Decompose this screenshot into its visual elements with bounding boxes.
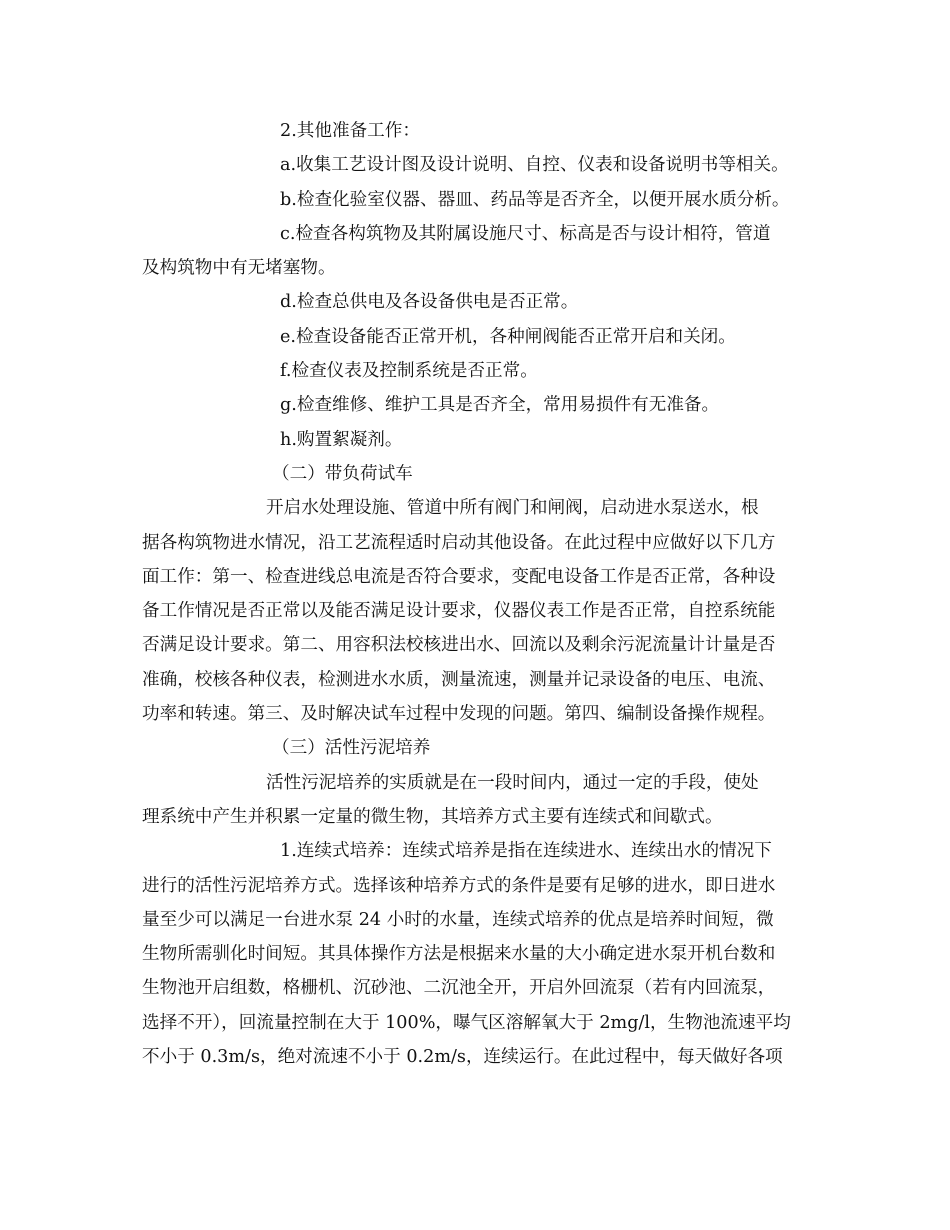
paragraph-line: 备工作情况是否正常以及能否满足设计要求，仪器仪表工作是否正常，自控系统能 [142, 601, 776, 622]
paragraph-line: 生物池开启组数，格栅机、沉砂池、二沉池全开，开启外回流泵（若有内回流泵， [142, 978, 776, 999]
paragraph-line: 据各构筑物进水情况，沿工艺流程适时启动其他设备。在此过程中应做好以下几方 [142, 532, 776, 553]
prep-title: 2.其他准备工作： [280, 121, 420, 141]
section-heading-sludge-cultivation: （三）活性污泥培养 [272, 738, 431, 759]
document-body [142, 114, 810, 1074]
paragraph-line: 准确，校核各种仪表，检测进水水质，测量流速，测量并记录设备的电压、电流、 [142, 669, 776, 690]
section-heading-load-test: （二）带负荷试车 [272, 463, 413, 484]
paragraph-line: 生物所需驯化时间短。其具体操作方法是根据来水量的大小确定进水泵开机台数和 [142, 944, 776, 965]
paragraph-line: 理系统中产生并积累一定量的微生物，其培养方式主要有连续式和间歇式。 [142, 806, 723, 827]
paragraph-line: 选择不开），回流量控制在大于 100%，曝气区溶解氧大于 2mg/l，生物池流速平均 [142, 1012, 791, 1033]
prep-item-c: c.检查各构筑物及其附属设施尺寸、标高是否与设计相符，管道 [280, 223, 771, 244]
prep-item-b: b.检查化验室仪器、器皿、药品等是否齐全，以便开展水质分析。 [280, 189, 790, 210]
paragraph-line: 功率和转速。第三、及时解决试车过程中发现的问题。第四、编制设备操作规程。 [142, 704, 776, 725]
paragraph-line: 面工作：第一、检查进线总电流是否符合要求，变配电设备工作是否正常，各种设 [142, 566, 776, 587]
prep-item-f: f.检查仪表及控制系统是否正常。 [280, 361, 538, 382]
paragraph-line: 进行的活性污泥培养方式。选择该种培养方式的条件是要有足够的进水，即日进水 [142, 875, 776, 896]
prep-item-g: g.检查维修、维护工具是否齐全，常用易损件有无准备。 [280, 395, 720, 416]
paragraph-line: 开启水处理设施、管道中所有阀门和闸阀，启动进水泵送水，根 [266, 498, 759, 519]
paragraph-line: 量至少可以满足一台进水泵 24 小时的水量，连续式培养的优点是培养时间短，微 [142, 909, 774, 930]
prep-item-d: d.检查总供电及各设备供电是否正常。 [280, 292, 579, 313]
prep-item-a: a.收集工艺设计图及设计说明、自控、仪表和设备说明书等相关。 [280, 155, 789, 176]
paragraph-line: 否满足设计要求。第二、用容积法校核进出水、回流以及剩余污泥流量计计量是否 [142, 635, 776, 656]
paragraph-line: 不小于 0.3m/s，绝对流速不小于 0.2m/s，连续运行。在此过程中，每天做好各项 [142, 1047, 783, 1068]
subsection-continuous-culture: 1.连续式培养：连续式培养是指在连续进水、连续出水的情况下 [280, 841, 772, 862]
prep-item-h: h.购置絮凝剂。 [280, 429, 403, 450]
paragraph-line: 活性污泥培养的实质就是在一段时间内，通过一定的手段，使处 [266, 772, 759, 793]
prep-item-c-continued: 及构筑物中有无堵塞物。 [142, 258, 336, 279]
prep-item-e: e.检查设备能否正常开机，各种闸阀能否正常开启和关闭。 [280, 326, 736, 347]
